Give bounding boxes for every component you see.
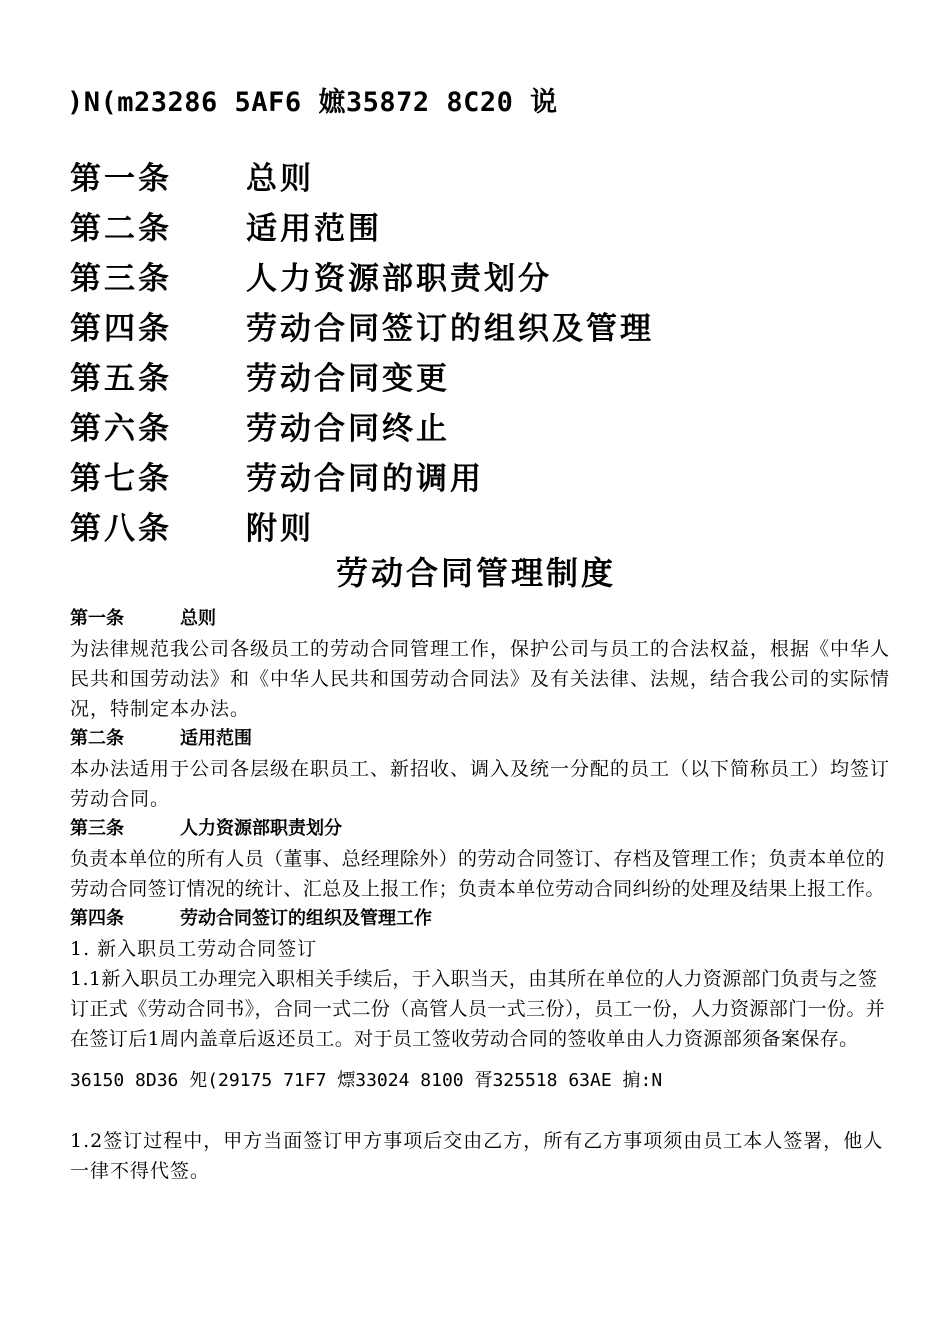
toc-item-title: 总则 [246, 160, 314, 197]
section-title: 总则 [180, 608, 216, 629]
toc-item [70, 300, 654, 350]
section-title: 适用范围 [180, 728, 252, 749]
section-paragraph: 1.1新入职员工办理完入职相关手续后，于入职当天，由其所在单位的人力资源部门负责与之签订正式《劳动合同书》，合同一式二份（高管人员一式三份），员工一份，人力资源部门一份。并在签订后1周内盖章后返还员工。对于员工签收劳动合同的签收单由人力资源部须备案保存。 [70, 968, 886, 1050]
section-heading [70, 904, 890, 934]
toc-item-title: 劳动合同的调用 [246, 460, 484, 497]
toc-item-title: 劳动合同变更 [246, 360, 450, 397]
document-body [70, 604, 890, 1186]
toc-item-number: 第一条 [70, 160, 172, 197]
section-number: 第三条 [70, 818, 124, 839]
toc-item [70, 450, 654, 500]
toc-item [70, 150, 654, 200]
toc-item [70, 250, 654, 300]
garbled-text-line: 36150 8D36 夗(29175 71F7 熛33024 8100 胥325518 63AE 掮:N [70, 1070, 663, 1091]
toc-item-number: 第三条 [70, 260, 172, 297]
section-paragraph: 1. 新入职员工劳动合同签订 [70, 938, 318, 960]
toc-item [70, 200, 654, 250]
section-heading [70, 604, 890, 634]
section-title: 劳动合同签订的组织及管理工作 [180, 908, 432, 929]
section-number: 第一条 [70, 608, 124, 629]
toc-item-number: 第六条 [70, 410, 172, 447]
garbled-header-text: )N(m23286 5AF6 嫬35872 8C20 说 [67, 87, 558, 118]
section-heading [70, 724, 890, 754]
toc-item-title: 适用范围 [246, 210, 382, 247]
toc-item-number: 第七条 [70, 460, 172, 497]
toc-item-number: 第二条 [70, 210, 172, 247]
section-heading [70, 814, 890, 844]
toc-item-title: 附则 [246, 510, 314, 547]
toc-item-title: 劳动合同签订的组织及管理 [246, 310, 654, 347]
document-title: 劳动合同管理制度 [335, 554, 616, 592]
section-number: 第四条 [70, 908, 124, 929]
table-of-contents [70, 150, 654, 550]
toc-item-number: 第五条 [70, 360, 172, 397]
toc-item-title: 人力资源部职责划分 [246, 260, 552, 297]
toc-item [70, 350, 654, 400]
section-paragraph: 1.2签订过程中，甲方当面签订甲方事项后交由乙方，所有乙方事项须由员工本人签署，他人一律不得代签。 [70, 1130, 884, 1182]
section-title: 人力资源部职责划分 [180, 818, 342, 839]
toc-item [70, 500, 654, 550]
toc-item-number: 第八条 [70, 510, 172, 547]
section-paragraph: 为法律规范我公司各级员工的劳动合同管理工作，保护公司与员工的合法权益，根据《中华人民共和国劳动法》和《中华人民共和国劳动合同法》及有关法律、法规，结合我公司的实际情况，特制定本办法。 [70, 638, 891, 720]
section-paragraph: 本办法适用于公司各层级在职员工、新招收、调入及统一分配的员工（以下简称员工）均签订劳动合同。 [70, 758, 891, 810]
blank-line [70, 1096, 890, 1126]
section-number: 第二条 [70, 728, 124, 749]
toc-item [70, 400, 654, 450]
toc-item-title: 劳动合同终止 [246, 410, 450, 447]
toc-item-number: 第四条 [70, 310, 172, 347]
section-paragraph: 负责本单位的所有人员（董事、总经理除外）的劳动合同签订、存档及管理工作；负责本单位的劳动合同签订情况的统计、汇总及上报工作；负责本单位劳动合同纠纷的处理及结果上报工作。 [70, 848, 885, 900]
